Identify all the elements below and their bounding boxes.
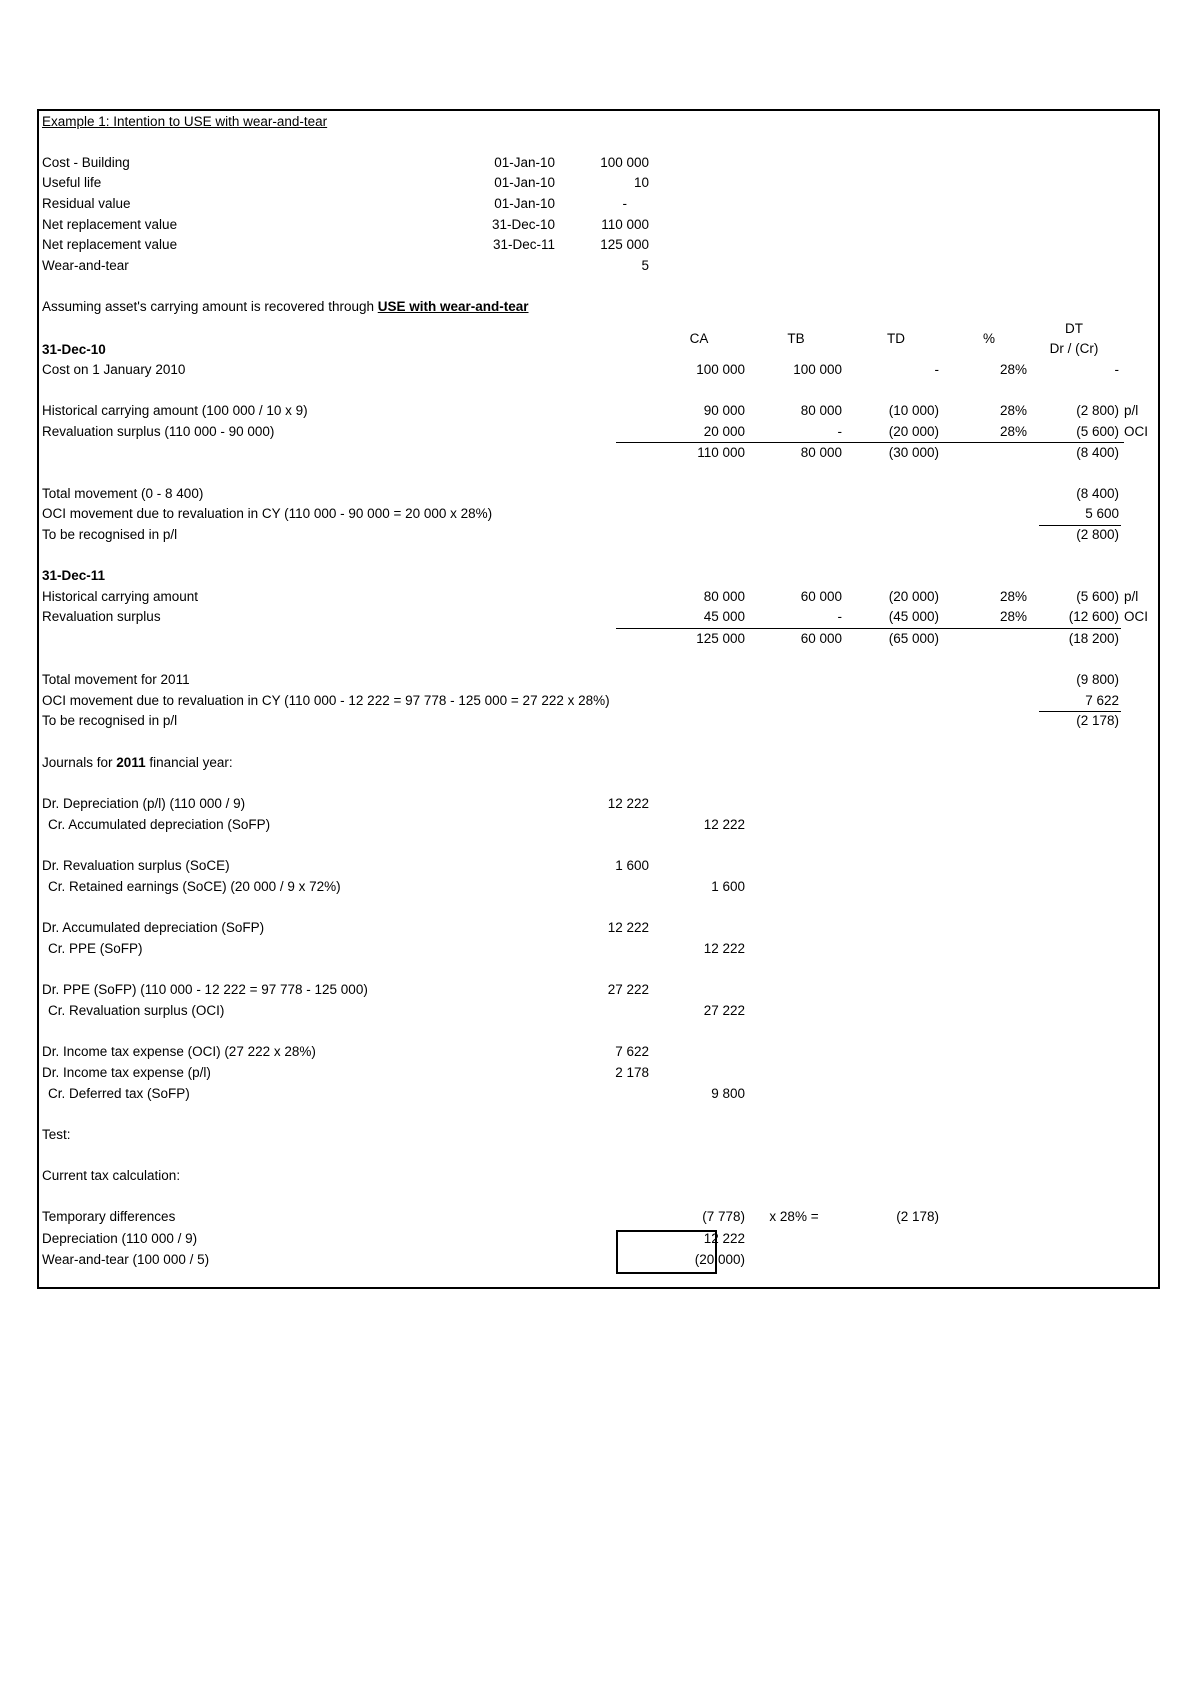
journal-label: Dr. Depreciation (p/l) (110 000 / 9) <box>42 796 246 811</box>
movement-row <box>39 670 1158 690</box>
row-tag: p/l <box>1124 589 1139 604</box>
date-heading-2010 <box>39 340 1158 360</box>
journal-credit: 27 222 <box>703 1003 745 1018</box>
temp-diff-result: (2 178) <box>896 1209 939 1224</box>
row-label: OCI movement due to revaluation in CY (110 000 - 12 222 = 97 778 - 125 000 = 27 222 x 28%) <box>42 693 610 708</box>
dt-total: (8 400) <box>1076 445 1119 460</box>
tb-value: - <box>837 609 842 624</box>
td-total: (30 000) <box>888 445 939 460</box>
input-row <box>39 173 1158 193</box>
date-label: 31-Dec-10 <box>42 342 106 357</box>
input-value: 100 000 <box>600 155 649 170</box>
journal-label: Dr. Income tax expense (OCI) (27 222 x 28%) <box>42 1044 316 1059</box>
ca-value: 80 000 <box>703 589 745 604</box>
row-label: Historical carrying amount (100 000 / 10 x 9) <box>42 403 308 418</box>
header-dt: DT <box>1065 321 1083 336</box>
journal-line <box>39 1001 1158 1021</box>
tb-value: 60 000 <box>800 589 842 604</box>
input-row <box>39 153 1158 173</box>
header-td: TD <box>887 331 905 346</box>
wear-and-tear-value: (20 000) <box>694 1252 745 1267</box>
td-value: - <box>934 362 939 377</box>
calc-row <box>39 587 1158 607</box>
input-value: 5 <box>641 258 649 273</box>
row-label: Wear-and-tear (100 000 / 5) <box>42 1252 210 1267</box>
tb-total: 80 000 <box>800 445 842 460</box>
current-tax-label: Current tax calculation: <box>42 1168 181 1183</box>
depreciation-value: 12 222 <box>703 1231 745 1246</box>
input-label: Net replacement value <box>42 217 178 232</box>
journal-label: Cr. PPE (SoFP) <box>48 941 143 956</box>
journal-line <box>39 815 1158 835</box>
assumption-emphasis: USE with wear-and-tear <box>377 299 529 314</box>
date-label: 31-Dec-11 <box>42 568 106 583</box>
input-value: - <box>622 196 627 211</box>
pct-value: 28% <box>999 424 1027 439</box>
ca-total: 125 000 <box>696 631 745 646</box>
row-label: To be recognised in p/l <box>42 527 178 542</box>
dt-value: (2 800) <box>1076 403 1119 418</box>
oci-row <box>39 691 1158 711</box>
dt-value: (5 600) <box>1076 589 1119 604</box>
journal-label: Dr. PPE (SoFP) (110 000 - 12 222 = 97 778 - 125 000) <box>42 982 368 997</box>
input-date: 31-Dec-10 <box>491 217 555 232</box>
input-date: 01-Jan-10 <box>494 175 555 190</box>
tb-value: - <box>837 424 842 439</box>
calc-row <box>39 401 1158 421</box>
journal-line <box>39 918 1158 938</box>
journal-debit: 12 222 <box>607 920 649 935</box>
journal-debit: 7 622 <box>615 1044 649 1059</box>
input-row <box>39 215 1158 235</box>
row-tag: OCI <box>1124 609 1149 624</box>
journal-line <box>39 877 1158 897</box>
journal-credit: 12 222 <box>703 941 745 956</box>
assumption-prefix: Assuming asset's carrying amount is recovered through <box>42 299 378 314</box>
row-tag: p/l <box>1124 403 1139 418</box>
current-tax-heading <box>39 1166 1158 1186</box>
row-label: Revaluation surplus <box>42 609 161 624</box>
journal-debit: 1 600 <box>615 858 649 873</box>
row-tag: OCI <box>1124 424 1149 439</box>
td-total: (65 000) <box>888 631 939 646</box>
test-heading <box>39 1125 1158 1145</box>
dt-value: (9 800) <box>1076 672 1119 687</box>
journal-label: Dr. Revaluation surplus (SoCE) <box>42 858 230 873</box>
journal-line <box>39 1063 1158 1083</box>
input-value: 10 <box>633 175 649 190</box>
row-label: Revaluation surplus (110 000 - 90 000) <box>42 424 275 439</box>
journal-label: Cr. Revaluation surplus (OCI) <box>48 1003 225 1018</box>
dt-value: (5 600) <box>1076 424 1119 439</box>
row-label: Depreciation (110 000 / 9) <box>42 1231 198 1246</box>
calc-row <box>39 360 1158 380</box>
input-row <box>39 235 1158 255</box>
journal-credit: 9 800 <box>711 1086 745 1101</box>
ca-value: 90 000 <box>703 403 745 418</box>
total-row <box>39 443 1158 463</box>
row-label: Cost on 1 January 2010 <box>42 362 186 377</box>
input-label: Net replacement value <box>42 237 178 252</box>
td-value: (10 000) <box>888 403 939 418</box>
pct-value: 28% <box>999 362 1027 377</box>
journals-heading-post: financial year: <box>145 755 233 770</box>
input-date: 01-Jan-10 <box>494 155 555 170</box>
dt-value: (2 800) <box>1076 527 1119 542</box>
journal-label: Dr. Accumulated depreciation (SoFP) <box>42 920 265 935</box>
input-value: 125 000 <box>600 237 649 252</box>
dt-value: 7 622 <box>1085 693 1119 708</box>
journals-heading <box>39 753 1158 773</box>
journal-label: Cr. Retained earnings (SoCE) (20 000 / 9 x 72%) <box>48 879 341 894</box>
dt-total: (18 200) <box>1068 631 1119 646</box>
movement-row <box>39 484 1158 504</box>
header-ca: CA <box>689 331 709 346</box>
journal-label: Cr. Deferred tax (SoFP) <box>48 1086 190 1101</box>
input-row <box>39 194 1158 214</box>
journal-line <box>39 1042 1158 1062</box>
row-label: OCI movement due to revaluation in CY (110 000 - 90 000 = 20 000 x 28%) <box>42 506 493 521</box>
journal-label: Dr. Income tax expense (p/l) <box>42 1065 211 1080</box>
tb-total: 60 000 <box>800 631 842 646</box>
journal-line <box>39 856 1158 876</box>
row-label: Total movement for 2011 <box>42 672 190 687</box>
input-label: Wear-and-tear <box>42 258 129 273</box>
calc-row <box>39 422 1158 442</box>
journal-line <box>39 1084 1158 1104</box>
ca-value: 20 000 <box>703 424 745 439</box>
total-row <box>39 629 1158 649</box>
journal-debit: 12 222 <box>607 796 649 811</box>
tb-value: 100 000 <box>793 362 842 377</box>
header-pct: % <box>982 331 995 346</box>
pct-value: 28% <box>999 589 1027 604</box>
row-label: Total movement (0 - 8 400) <box>42 486 204 501</box>
input-date: 31-Dec-11 <box>492 237 555 252</box>
dt-value: (2 178) <box>1076 713 1119 728</box>
td-value: (20 000) <box>888 589 939 604</box>
input-label: Useful life <box>42 175 102 190</box>
journal-debit: 2 178 <box>615 1065 649 1080</box>
oci-row <box>39 504 1158 524</box>
journal-credit: 12 222 <box>703 817 745 832</box>
pct-value: 28% <box>999 403 1027 418</box>
worksheet <box>37 109 1160 1289</box>
input-row <box>39 256 1158 276</box>
date-heading-2011 <box>39 566 1158 586</box>
assumption-row <box>39 297 1158 317</box>
tb-value: 80 000 <box>800 403 842 418</box>
page-title: Example 1: Intention to USE with wear-and-tear <box>42 114 328 129</box>
temp-diff-row <box>39 1207 1158 1227</box>
row-label: Temporary differences <box>42 1209 176 1224</box>
journal-credit: 1 600 <box>711 879 745 894</box>
input-value: 110 000 <box>601 217 649 232</box>
dt-value: (12 600) <box>1068 609 1119 624</box>
journals-heading-pre: Journals for <box>42 755 117 770</box>
pl-row <box>39 525 1158 545</box>
depreciation-row <box>39 1229 1158 1249</box>
dt-value: - <box>1114 362 1119 377</box>
pl-row <box>39 711 1158 731</box>
journal-line <box>39 939 1158 959</box>
row-label: Historical carrying amount <box>42 589 199 604</box>
assumption-text <box>42 297 529 317</box>
ca-total: 110 000 <box>697 445 745 460</box>
journal-label: Cr. Accumulated depreciation (SoFP) <box>48 817 271 832</box>
pct-value: 28% <box>999 609 1027 624</box>
input-label: Residual value <box>42 196 131 211</box>
dt-value: (8 400) <box>1076 486 1119 501</box>
ca-value: 45 000 <box>703 609 745 624</box>
journal-debit: 27 222 <box>607 982 649 997</box>
test-label: Test: <box>42 1127 71 1142</box>
input-date: 01-Jan-10 <box>494 196 555 211</box>
header-tb: TB <box>787 331 805 346</box>
title-row <box>39 112 1158 132</box>
td-value: (20 000) <box>888 424 939 439</box>
row-label: To be recognised in p/l <box>42 713 178 728</box>
ca-value: 100 000 <box>696 362 745 377</box>
journals-year: 2011 <box>116 755 146 770</box>
temp-diff-value: (7 778) <box>702 1209 745 1224</box>
rate-multiplier: x 28% = <box>769 1209 819 1224</box>
td-value: (45 000) <box>888 609 939 624</box>
header-dr-cr: Dr / (Cr) <box>1049 341 1099 356</box>
wear-and-tear-row <box>39 1250 1158 1270</box>
journals-heading-text <box>42 753 233 773</box>
journal-line <box>39 794 1158 814</box>
calc-row <box>39 607 1158 627</box>
input-label: Cost - Building <box>42 155 130 170</box>
dt-value: 5 600 <box>1085 506 1119 521</box>
journal-line <box>39 980 1158 1000</box>
